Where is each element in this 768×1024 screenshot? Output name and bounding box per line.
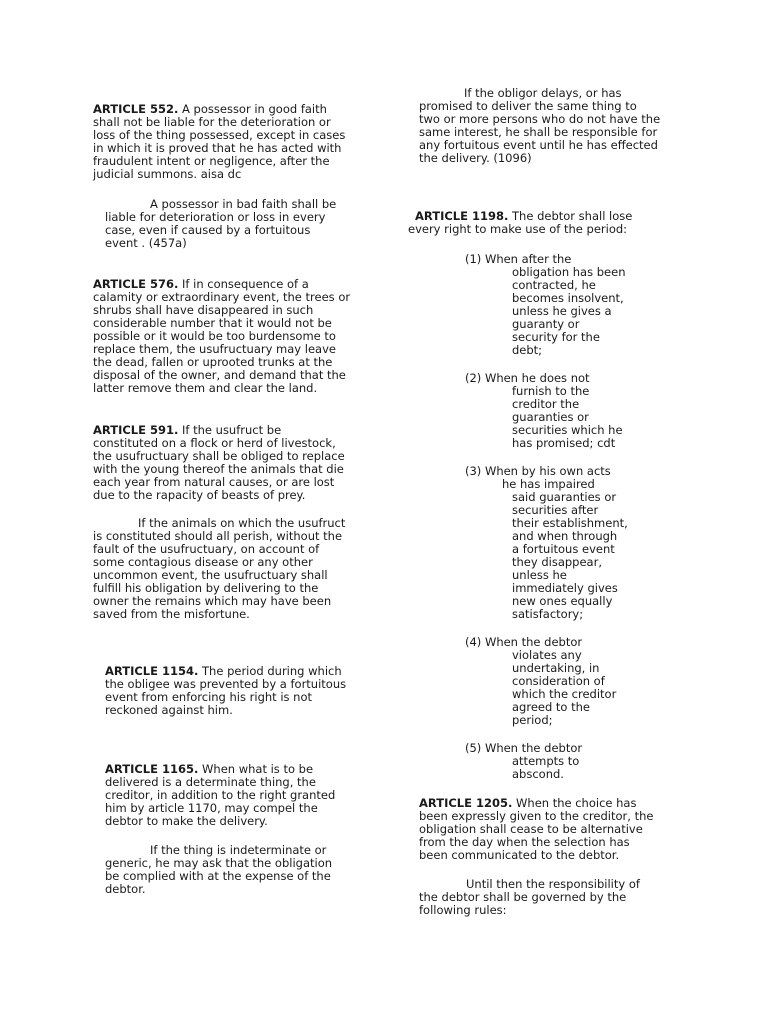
text-line: some contagious disease or any other — [93, 555, 313, 569]
list-item-line: guaranty or — [512, 317, 580, 331]
article-1205 — [419, 797, 653, 862]
article-576-heading: ARTICLE 576. If in consequence of a — [93, 277, 309, 291]
text-line: the usufructuary shall be obliged to replace — [93, 449, 345, 463]
text-line: reckoned against him. — [105, 703, 233, 717]
list-item-line: satisfactory; — [512, 607, 584, 621]
list-item-line: said guaranties or — [512, 490, 617, 504]
list-item-line: securities which he — [512, 423, 623, 437]
list-item-5 — [465, 742, 582, 781]
text-line: debtor to make the delivery. — [105, 814, 268, 828]
list-item-line: immediately gives — [512, 581, 618, 595]
text-line: calamity or extraordinary event, the trees or — [93, 290, 351, 304]
list-item-line: they disappear, — [512, 555, 602, 569]
list-item-line: (4) When the debtor — [465, 635, 583, 649]
list-item-line: agreed to the — [512, 700, 591, 714]
text-line: delivered is a determinate thing, the — [105, 775, 316, 789]
article-576 — [93, 278, 350, 395]
text-line: each year from natural causes, or are lost — [93, 475, 335, 489]
list-item-line: (3) When by his own acts — [465, 464, 611, 478]
list-item-line: attempts to — [512, 754, 580, 768]
list-item-line: a fortuitous event — [512, 542, 615, 556]
text-line: event from enforcing his right is not — [105, 690, 312, 704]
article-1165-paragraph-2 — [105, 844, 332, 896]
text-line: owner the remains which may have been — [93, 594, 332, 608]
text-line: the dead, fallen or uprooted trunks at the — [93, 355, 333, 369]
text-line: following rules: — [419, 903, 507, 917]
article-591-paragraph-2 — [93, 517, 345, 621]
list-item-line: security for the — [512, 330, 600, 344]
list-item-line: creditor the — [512, 397, 580, 411]
text-line: considerable number that it would not be — [93, 316, 332, 330]
text-line: creditor, in addition to the right granted — [105, 788, 336, 802]
text-line: case, even if caused by a fortuitous — [105, 223, 311, 237]
list-item-line: he has impaired — [502, 477, 595, 491]
text-line: shall not be liable for the deterioration or — [93, 115, 331, 129]
list-item-line: consideration of — [512, 674, 605, 688]
text-line: disposal of the owner, and demand that the — [93, 368, 346, 382]
article-1170-continuation — [419, 87, 660, 165]
text-line: with the young thereof the animals that die — [93, 462, 344, 476]
text-line: judicial summons. aisa dc — [93, 167, 242, 181]
text-line: latter remove them and clear the land. — [93, 381, 318, 395]
list-item-line: guaranties or — [512, 410, 589, 424]
article-1165-heading: ARTICLE 1165. When what is to be — [105, 762, 314, 776]
article-552 — [93, 103, 345, 181]
text-line: every right to make use of the period: — [408, 222, 628, 236]
text-line: be complied with at the expense of the — [105, 869, 331, 883]
text-line: possible or it would be too burdensome to — [93, 329, 336, 343]
text-line: fault of the usufructuary, on account of — [93, 542, 320, 556]
text-line: event . (457a) — [105, 236, 187, 250]
list-item-line: new ones equally — [512, 594, 613, 608]
text-line: constituted on a flock or herd of livestock, — [93, 436, 336, 450]
text-line: promised to deliver the same thing to — [419, 99, 637, 113]
text-line: is constituted should all perish, without the — [93, 529, 343, 543]
list-item-line: furnish to the — [512, 384, 590, 398]
text-line: the debtor shall be governed by the — [419, 890, 627, 904]
text-line: loss of the thing possessed, except in cases — [93, 128, 346, 142]
text-line: due to the rapacity of beasts of prey. — [93, 488, 306, 502]
article-1154 — [105, 665, 346, 717]
article-1198-heading: ARTICLE 1198. The debtor shall lose — [415, 209, 633, 223]
list-item-line: (1) When after the — [465, 252, 572, 266]
text-line: If the thing is indeterminate or — [150, 843, 327, 857]
text-line: fulfill his obligation by delivering to the — [93, 581, 319, 595]
list-item-line: becomes insolvent, — [512, 291, 624, 305]
text-line: the obligee was prevented by a fortuitous — [105, 677, 347, 691]
text-line: fraudulent intent or negligence, after the — [93, 154, 330, 168]
text-line: If the animals on which the usufruct — [138, 516, 346, 530]
list-item-line: and when through — [512, 529, 618, 543]
list-item-line: violates any — [512, 648, 582, 662]
text-line: shrubs shall have disappeared in such — [93, 303, 314, 317]
article-552-heading: ARTICLE 552. A possessor in good faith — [93, 102, 327, 116]
article-1205-paragraph-2 — [419, 878, 640, 917]
text-line: from the day when the selection has — [419, 835, 630, 849]
article-1198 — [408, 210, 632, 236]
article-591-heading: ARTICLE 591. If the usufruct be — [93, 423, 282, 437]
text-line: generic, he may ask that the obligation — [105, 856, 333, 870]
text-line: been communicated to the debtor. — [419, 848, 620, 862]
list-item-line: which the creditor — [512, 687, 617, 701]
text-line: in which it is proved that he has acted with — [93, 141, 342, 155]
article-1205-heading: ARTICLE 1205. When the choice has — [419, 796, 637, 810]
list-item-4 — [465, 636, 616, 727]
text-line: uncommon event, the usufructuary shall — [93, 568, 328, 582]
list-item-line: contracted, he — [512, 278, 596, 292]
list-item-line: unless he gives a — [512, 304, 612, 318]
list-item-line: securities after — [512, 503, 599, 517]
list-item-1 — [465, 253, 625, 357]
list-item-3 — [465, 465, 628, 621]
list-item-line: (5) When the debtor — [465, 741, 583, 755]
list-item-line: period; — [512, 713, 553, 727]
list-item-line: unless he — [512, 568, 567, 582]
list-item-line: (2) When he does not — [465, 371, 590, 385]
text-line: obligation shall cease to be alternative — [419, 822, 643, 836]
text-line: liable for deterioration or loss in every — [105, 210, 326, 224]
list-item-line: has promised; cdt — [512, 436, 616, 450]
text-line: If the obligor delays, or has — [464, 86, 622, 100]
list-item-line: obligation has been — [512, 265, 626, 279]
list-item-line: abscond. — [512, 767, 564, 781]
text-line: replace them, the usufructuary may leave — [93, 342, 336, 356]
article-1154-heading: ARTICLE 1154. The period during which — [105, 664, 342, 678]
text-line: Until then the responsibility of — [466, 877, 640, 891]
text-line: the delivery. (1096) — [419, 151, 532, 165]
text-line: debtor. — [105, 882, 146, 896]
list-item-line: their establishment, — [512, 516, 628, 530]
article-1165 — [105, 763, 335, 828]
article-591 — [93, 424, 345, 502]
text-line: A possessor in bad faith shall be — [150, 197, 337, 211]
text-line: any fortuitous event until he has effected — [419, 138, 658, 152]
text-line: been expressly given to the creditor, the — [419, 809, 654, 823]
list-item-2 — [465, 372, 623, 450]
list-item-line: debt; — [512, 343, 543, 357]
text-line: same interest, he shall be responsible for — [419, 125, 658, 139]
list-item-line: undertaking, in — [512, 661, 600, 675]
text-line: him by article 1170, may compel the — [105, 801, 318, 815]
text-line: two or more persons who do not have the — [419, 112, 661, 126]
article-552-paragraph-2 — [105, 198, 336, 250]
text-line: saved from the misfortune. — [93, 607, 250, 621]
